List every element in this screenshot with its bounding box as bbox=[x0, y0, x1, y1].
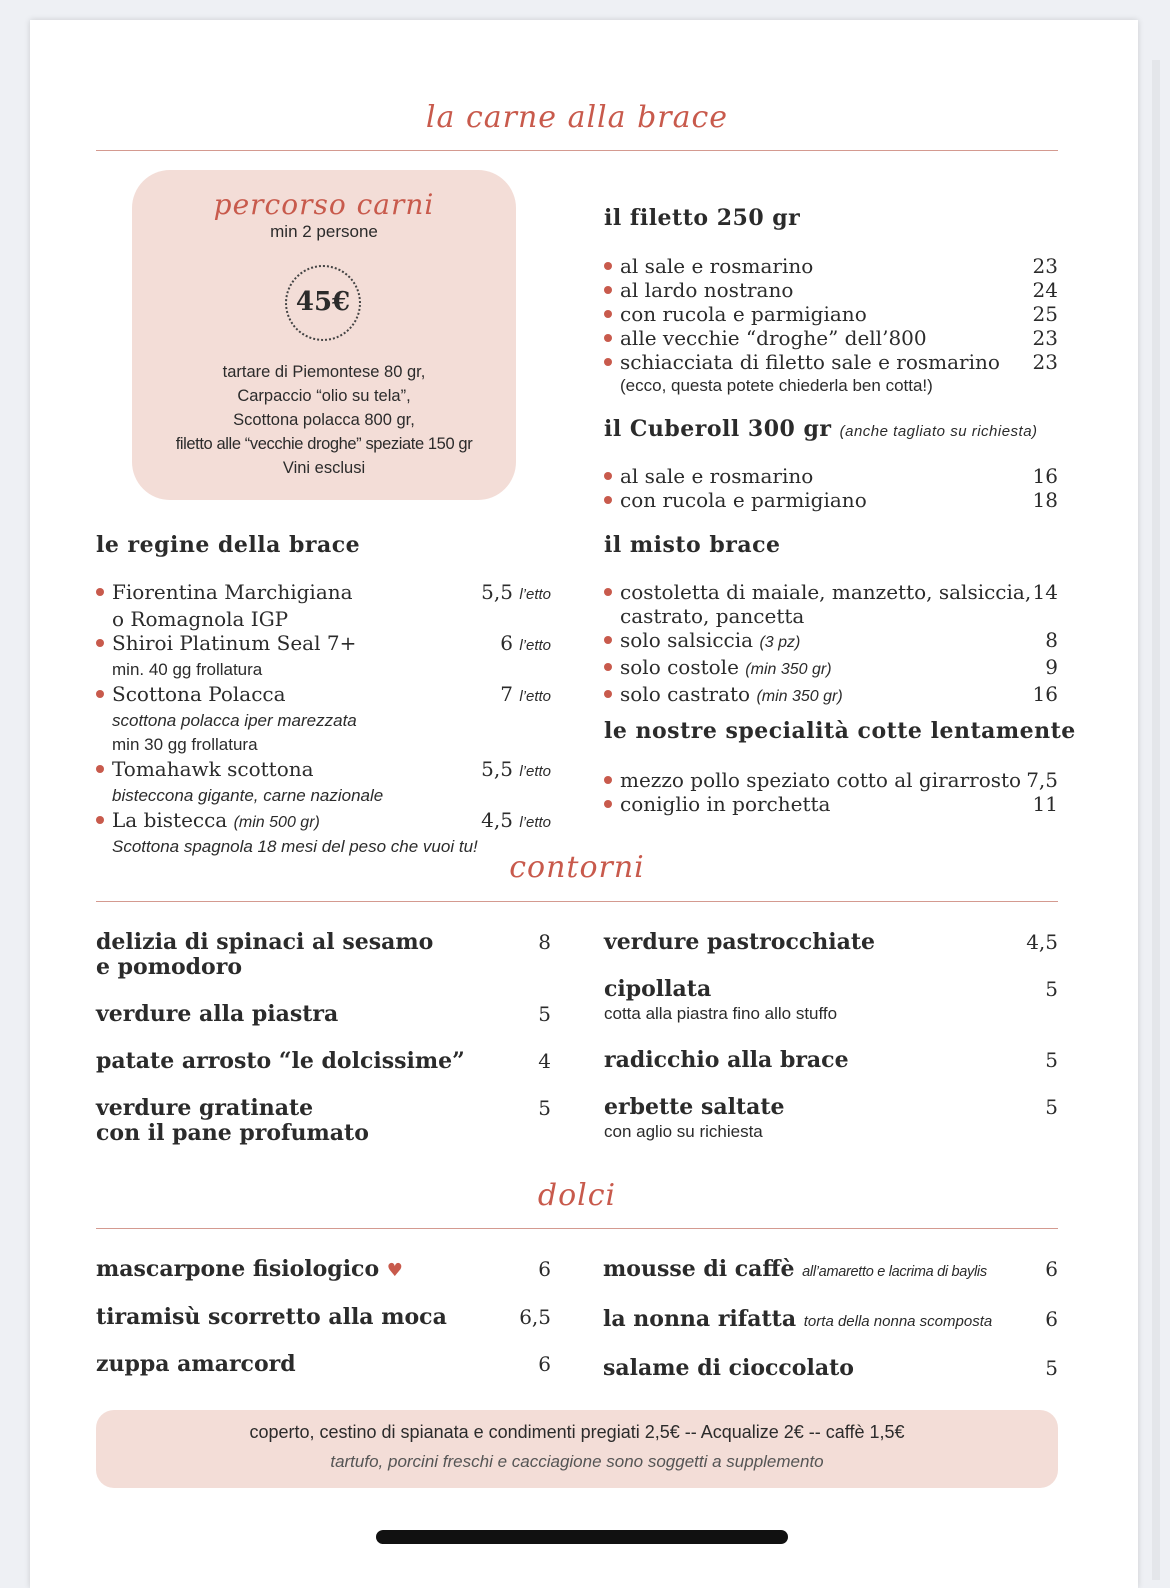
bullet-icon bbox=[604, 636, 612, 644]
item-price: 11 bbox=[1032, 792, 1058, 816]
cuberoll-list bbox=[604, 464, 1058, 512]
bullet-icon bbox=[604, 358, 612, 366]
item-line2: bisteccona gigante, carne nazionale bbox=[112, 786, 384, 805]
divider bbox=[96, 1228, 1058, 1229]
item-name: mousse di caffè bbox=[603, 1256, 795, 1282]
list-item bbox=[604, 682, 1058, 709]
contorni-left bbox=[96, 930, 551, 1146]
item-price: 5 bbox=[1045, 977, 1058, 1001]
item-price: 23 bbox=[1032, 350, 1058, 374]
item-price: 6 bbox=[538, 1352, 551, 1376]
item-price: 6 bbox=[500, 631, 513, 655]
percorso-line: filetto alle “vecchie droghe” speziate 150 gr bbox=[175, 435, 473, 453]
item-price: 9 bbox=[1045, 655, 1058, 679]
item-sub: cotta alla piastra fino allo stuffo bbox=[604, 1004, 838, 1023]
list-item bbox=[604, 302, 1058, 326]
item-name: al sale e rosmarino bbox=[620, 254, 814, 278]
item-price: 5 bbox=[538, 1096, 551, 1120]
list-item bbox=[604, 768, 1058, 792]
item-price: 23 bbox=[1032, 326, 1058, 350]
list-item bbox=[604, 464, 1058, 488]
item-name: solo costole bbox=[620, 655, 739, 679]
list-item bbox=[96, 1002, 551, 1027]
item-line2: castrato, pancetta bbox=[620, 604, 805, 628]
section-title-contorni: contorni bbox=[509, 850, 645, 885]
item-name: Tomahawk scottona bbox=[112, 757, 314, 781]
item-price: 25 bbox=[1032, 302, 1058, 326]
item-line2: min. 40 gg frollatura bbox=[112, 660, 263, 679]
bullet-icon bbox=[604, 262, 612, 270]
item-note: (min 500 gr) bbox=[233, 814, 320, 831]
bullet-icon bbox=[604, 334, 612, 342]
filetto-heading: il filetto 250 gr bbox=[604, 205, 801, 231]
bullet-icon bbox=[604, 800, 612, 808]
divider bbox=[96, 150, 1058, 151]
item-price: 7,5 bbox=[1026, 768, 1058, 792]
item-name: mezzo pollo speziato cotto al girarrosto bbox=[620, 768, 1022, 792]
bullet-icon bbox=[604, 286, 612, 294]
percorso-title: percorso carni bbox=[213, 188, 435, 221]
item-name: patate arrosto “le dolcissime” bbox=[96, 1048, 465, 1074]
misto-list bbox=[604, 580, 1058, 709]
item-price: 23 bbox=[1032, 254, 1058, 278]
item-price: 6 bbox=[1045, 1307, 1058, 1331]
list-item bbox=[604, 1048, 1058, 1073]
heading-note: (anche tagliato su richiesta) bbox=[839, 423, 1038, 440]
percorso-line: Carpaccio “olio su tela”, bbox=[237, 387, 411, 405]
item-price: 8 bbox=[1045, 628, 1058, 652]
unit: l’etto bbox=[519, 586, 551, 603]
item-name: schiacciata di filetto sale e rosmarino bbox=[620, 350, 1000, 374]
item-price: 14 bbox=[1032, 580, 1058, 604]
item-name: solo castrato bbox=[620, 682, 751, 706]
item-name: al sale e rosmarino bbox=[620, 464, 814, 488]
section-title-dolci: dolci bbox=[537, 1178, 617, 1213]
item-name: verdure alla piastra bbox=[96, 1001, 339, 1027]
percorso-line: tartare di Piemontese 80 gr, bbox=[222, 363, 426, 381]
specialita-heading: le nostre specialità cotte lentamente bbox=[604, 718, 1076, 744]
footer-line1: coperto, cestino di spianata e condimenti pregiati 2,5€ -- Acqualize 2€ -- caffè 1,5€ bbox=[249, 1422, 905, 1442]
item-name: Shiroi Platinum Seal 7+ bbox=[112, 631, 357, 655]
dolci-left bbox=[96, 1257, 551, 1377]
list-item bbox=[603, 1257, 1058, 1285]
item-price: 16 bbox=[1032, 682, 1058, 706]
list-item bbox=[604, 488, 1058, 512]
item-name: radicchio alla brace bbox=[604, 1047, 849, 1073]
bullet-icon bbox=[604, 690, 612, 698]
item-name: salame di cioccolato bbox=[603, 1355, 854, 1381]
unit: l’etto bbox=[519, 637, 551, 654]
item-line3: min 30 gg frollatura bbox=[112, 735, 258, 754]
list-item bbox=[604, 326, 1058, 350]
item-price: 4 bbox=[538, 1049, 551, 1073]
item-price: 5 bbox=[1045, 1048, 1058, 1072]
list-item bbox=[604, 350, 1058, 374]
item-price: 5 bbox=[538, 1002, 551, 1026]
item-price: 5,5 bbox=[481, 580, 513, 604]
item-price: 4,5 bbox=[1026, 930, 1058, 954]
item-price: 24 bbox=[1032, 278, 1058, 302]
bullet-icon bbox=[604, 496, 612, 504]
bullet-icon bbox=[96, 816, 104, 824]
list-item bbox=[604, 930, 1058, 955]
item-name: con rucola e parmigiano bbox=[620, 488, 867, 512]
misto-heading: il misto brace bbox=[604, 532, 781, 558]
item-price: 8 bbox=[538, 930, 551, 954]
list-item bbox=[96, 1049, 551, 1074]
list-item bbox=[604, 580, 1058, 604]
item-price: 16 bbox=[1032, 464, 1058, 488]
bullet-icon bbox=[604, 310, 612, 318]
item-name: cipollata bbox=[604, 976, 712, 1002]
item-price: 6 bbox=[538, 1257, 551, 1281]
item-price: 5,5 bbox=[481, 757, 513, 781]
item-line2: o Romagnola IGP bbox=[112, 607, 289, 631]
cuberoll-heading bbox=[604, 416, 1038, 442]
item-price: 6,5 bbox=[519, 1305, 551, 1329]
contorni-right bbox=[604, 930, 1058, 1144]
list-item bbox=[604, 977, 1058, 1002]
bullet-icon bbox=[604, 588, 612, 596]
item-price: 6 bbox=[1045, 1257, 1058, 1281]
list-item bbox=[604, 628, 1058, 655]
heading-text: il Cuberoll 300 gr bbox=[604, 416, 832, 442]
list-item bbox=[96, 1257, 551, 1283]
bullet-icon bbox=[604, 663, 612, 671]
item-name: erbette saltate bbox=[604, 1094, 785, 1120]
bullet-icon bbox=[96, 639, 104, 647]
item-note: (3 pz) bbox=[759, 634, 801, 651]
unit: l’etto bbox=[519, 814, 551, 831]
item-name: tiramisù scorretto alla moca bbox=[96, 1304, 447, 1330]
list-item bbox=[96, 808, 551, 835]
item-note: (min 350 gr) bbox=[745, 661, 832, 678]
list-item bbox=[604, 792, 1058, 816]
item-name: Scottona Polacca bbox=[112, 682, 286, 706]
footer-line2: tartufo, porcini freschi e cacciagione sono soggetti a supplemento bbox=[330, 1452, 824, 1471]
home-indicator[interactable] bbox=[376, 1530, 788, 1544]
bullet-icon bbox=[604, 472, 612, 480]
regine-heading: le regine della brace bbox=[96, 532, 361, 558]
dolci-right bbox=[603, 1257, 1058, 1381]
item-name: Fiorentina Marchigiana bbox=[112, 580, 353, 604]
unit: l’etto bbox=[519, 763, 551, 780]
item-name: La bistecca bbox=[112, 808, 228, 832]
bullet-icon bbox=[96, 588, 104, 596]
list-item bbox=[96, 682, 551, 709]
list-item bbox=[96, 1305, 551, 1330]
item-name: verdure pastrocchiate bbox=[604, 929, 876, 955]
list-item bbox=[604, 1095, 1058, 1120]
list-item bbox=[604, 655, 1058, 682]
list-item bbox=[96, 930, 551, 955]
bullet-icon bbox=[96, 765, 104, 773]
item-name: verdure gratinate bbox=[96, 1095, 314, 1121]
divider bbox=[96, 901, 1058, 902]
item-price: 7 bbox=[500, 682, 513, 706]
unit: l’etto bbox=[519, 688, 551, 705]
filetto-list bbox=[604, 254, 1058, 398]
percorso-line: Vini esclusi bbox=[282, 459, 366, 477]
percorso-line: Scottona polacca 800 gr, bbox=[233, 411, 415, 429]
list-item bbox=[603, 1307, 1058, 1334]
item-price: 5 bbox=[1045, 1095, 1058, 1119]
item-price: 5 bbox=[1045, 1356, 1058, 1380]
list-item bbox=[604, 254, 1058, 278]
item-line2: con il pane profumato bbox=[96, 1120, 369, 1146]
list-item bbox=[604, 278, 1058, 302]
item-sub: con aglio su richiesta bbox=[604, 1122, 763, 1141]
scroll-edge bbox=[1152, 60, 1160, 1580]
item-note: (min 350 gr) bbox=[756, 688, 843, 705]
heart-icon: ♥ bbox=[386, 1260, 403, 1281]
item-name: con rucola e parmigiano bbox=[620, 302, 867, 326]
item-line2: scottona polacca iper marezzata bbox=[112, 711, 357, 730]
item-line2: e pomodoro bbox=[96, 954, 242, 980]
list-item bbox=[96, 631, 551, 658]
list-item bbox=[603, 1356, 1058, 1381]
item-name: delizia di spinaci al sesamo bbox=[96, 929, 434, 955]
item-name: mascarpone fisiologico bbox=[96, 1256, 380, 1282]
section-title-carne: la carne alla brace bbox=[425, 100, 729, 135]
item-note: (ecco, questa potete chiederla ben cotta!) bbox=[620, 376, 933, 395]
list-item bbox=[96, 1352, 551, 1377]
bullet-icon bbox=[604, 776, 612, 784]
item-name: al lardo nostrano bbox=[620, 278, 794, 302]
specialita-list bbox=[604, 768, 1058, 816]
regine-list bbox=[96, 580, 551, 859]
item-price: 4,5 bbox=[481, 808, 513, 832]
bullet-icon bbox=[96, 690, 104, 698]
percorso-price: 45€ bbox=[295, 287, 351, 317]
list-item bbox=[96, 1096, 551, 1121]
item-name: alle vecchie “droghe” dell’800 bbox=[620, 326, 927, 350]
item-name: solo salsiccia bbox=[620, 628, 754, 652]
list-item bbox=[96, 757, 551, 784]
item-name: coniglio in porchetta bbox=[620, 792, 831, 816]
item-price: 18 bbox=[1032, 488, 1058, 512]
percorso-subtitle: min 2 persone bbox=[270, 222, 378, 241]
item-name: costoletta di maiale, manzetto, salsiccia, bbox=[620, 580, 1032, 604]
item-name: zuppa amarcord bbox=[96, 1351, 296, 1377]
item-line2: Scottona spagnola 18 mesi del peso che vuoi tu! bbox=[112, 837, 478, 856]
list-item bbox=[96, 580, 551, 607]
percorso-lines bbox=[132, 360, 516, 480]
item-name: la nonna rifatta bbox=[603, 1306, 797, 1332]
item-note: all’amaretto e lacrima di baylis bbox=[802, 1264, 987, 1280]
item-note: torta della nonna scomposta bbox=[803, 1313, 993, 1330]
